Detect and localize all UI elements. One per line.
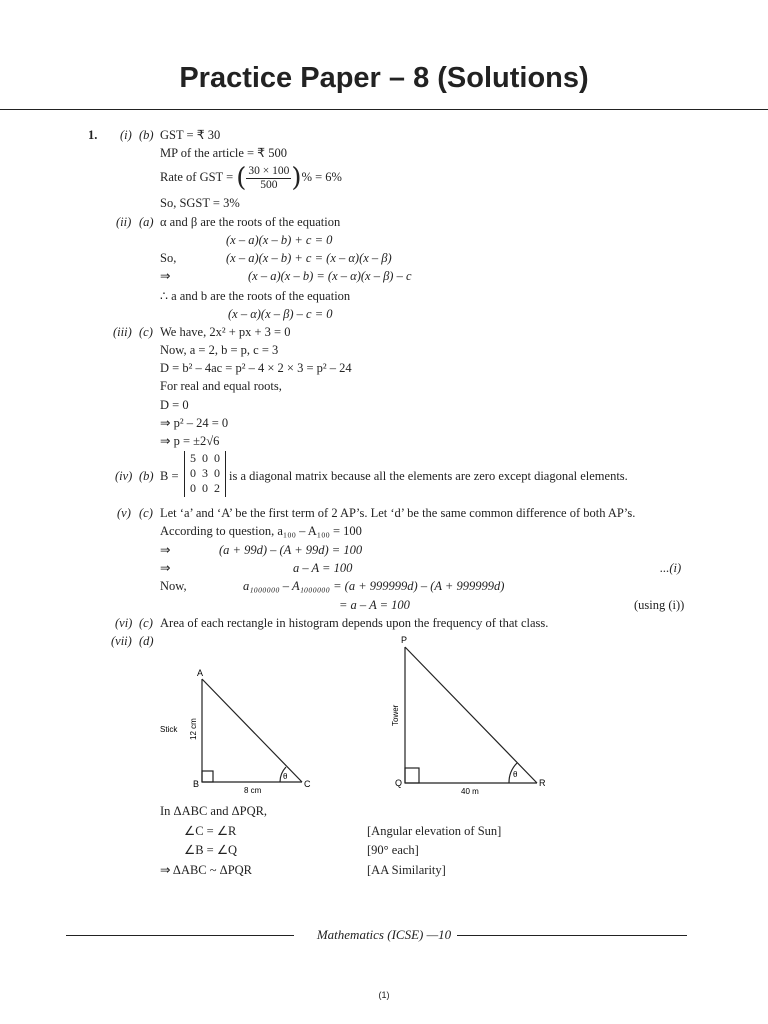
matrix-cell: 2: [214, 481, 220, 495]
vi-text: Area of each rectangle in histogram depends upon the frequency of that class.: [160, 616, 549, 630]
vertex-b: B: [193, 779, 200, 789]
page-title: Practice Paper – 8 (Solutions): [179, 62, 589, 94]
part-ii-answer: (a): [139, 215, 154, 229]
matrix-cell: 0: [214, 451, 220, 465]
matrix-cell: 0: [202, 481, 208, 495]
theta-pqr: θ: [513, 770, 518, 779]
right-angle-marker: [405, 768, 419, 783]
rate-suffix: % = 6%: [301, 170, 342, 184]
ii-eq-1: (x – a)(x – b) + c = 0: [226, 233, 333, 247]
part-iii-label: (iii): [113, 325, 132, 339]
tower-label: Tower: [391, 704, 400, 726]
implies-symbol: ⇒: [160, 561, 171, 575]
part-v-label: (v): [117, 506, 131, 520]
iv-text: is a diagonal matrix because all the elements are zero except diagonal elements.: [229, 469, 628, 483]
part-v-answer: (c): [139, 506, 153, 520]
iii-line-2: Now, a = 2, b = p, c = 3: [160, 343, 279, 357]
part-iv-answer: (b): [139, 469, 154, 483]
ii-line-1: α and β are the roots of the equation: [160, 215, 341, 229]
iii-line-7: ⇒ p = ±2√6: [160, 434, 220, 448]
part-i-answer: (b): [139, 128, 154, 142]
part-iii-answer: (c): [139, 325, 153, 339]
gst-line: GST = ₹ 30: [160, 128, 221, 142]
part-i-label: (i): [120, 128, 132, 142]
rate-numerator: 30 × 100: [248, 164, 290, 177]
vii-b-reason: [90° each]: [367, 843, 419, 857]
v-eq-4: a₁₀₀₀₀₀₀ – A₁₀₀₀₀₀₀ = (a + 999999d) – (A + 999999d): [243, 579, 505, 593]
part-vi-answer: (c): [139, 616, 153, 630]
v-now: Now,: [160, 579, 187, 593]
side-qr-label: 40 m: [461, 787, 479, 796]
v-eq-5: = a – A = 100: [339, 598, 410, 612]
matrix-cell: 0: [202, 451, 208, 465]
iii-line-1: We have, 2x² + px + 3 = 0: [160, 325, 291, 339]
part-ii-label: (ii): [116, 215, 132, 229]
vii-b-eq: ∠B = ∠Q: [184, 843, 238, 857]
rate-denominator: 500: [260, 178, 278, 191]
page-number: (1): [378, 990, 390, 1000]
implies-symbol: ⇒: [160, 543, 171, 557]
iv-b-eq: B =: [160, 469, 179, 483]
iii-line-6: ⇒ p² – 24 = 0: [160, 416, 229, 430]
right-angle-marker: [202, 771, 213, 782]
iii-line-5: D = 0: [160, 398, 189, 412]
v-line-1: Let ‘a’ and ‘A’ be the first term of 2 AP’s. Let ‘d’ be the same common difference of both AP’s.: [160, 506, 636, 520]
side-bc-label: 8 cm: [244, 786, 262, 795]
footer-text: Mathematics (ICSE) —10: [316, 927, 452, 942]
implies-symbol: ⇒: [160, 269, 171, 283]
vertex-r: R: [539, 778, 546, 788]
part-iv-label: (iv): [115, 469, 133, 483]
vertex-q: Q: [395, 778, 403, 788]
ii-eq-2: (x – a)(x – b) + c = (x – α)(x – β): [226, 251, 392, 265]
stick-label: Stick: [160, 725, 178, 734]
v-eq-2: (a + 99d) – (A + 99d) = 100: [219, 543, 363, 557]
theta-abc: θ: [283, 772, 288, 781]
matrix-cell: 0: [214, 466, 220, 480]
mp-line: MP of the article = ₹ 500: [160, 146, 288, 160]
part-vii-label: (vii): [111, 634, 132, 648]
equation-tag-i: ...(i): [660, 561, 682, 575]
matrix-cell: 0: [190, 466, 196, 480]
triangle-pqr: [405, 647, 537, 783]
vertex-p: P: [401, 635, 408, 645]
rate-prefix: Rate of GST =: [160, 170, 234, 184]
vii-c-eq: ∠C = ∠R: [184, 824, 237, 838]
vii-similarity: ⇒ ΔABC ~ ΔPQR: [160, 863, 253, 877]
iii-line-4: For real and equal roots,: [160, 379, 282, 393]
matrix-cell: 5: [190, 451, 196, 465]
question-number: 1.: [88, 128, 98, 142]
vii-c-reason: [Angular elevation of Sun]: [367, 824, 502, 838]
matrix-cell: 0: [190, 481, 196, 495]
vertex-c: C: [304, 779, 311, 789]
side-ab-label: 12 cm: [189, 718, 198, 740]
rate-gst-line: Rate of GST = ( $\frac{30 \times 100}{500}$ )% = 6%: [160, 163, 342, 194]
ii-eq-4: (x – α)(x – β) – c = 0: [228, 307, 333, 321]
vertex-a: A: [197, 668, 204, 678]
v-line-2: According to question, a₁₀₀ – A₁₀₀ = 100: [160, 524, 362, 538]
part-vii-answer: (d): [139, 634, 154, 648]
ii-so: So,: [160, 251, 177, 265]
ii-line-2: ∴ a and b are the roots of the equation: [160, 289, 351, 303]
sgst-line: So, SGST = 3%: [160, 196, 240, 210]
v-using: (using (i)): [634, 598, 685, 612]
vii-line-1: In ΔABC and ΔPQR,: [160, 804, 268, 818]
vii-similarity-reason: [AA Similarity]: [367, 863, 446, 877]
triangle-abc: [202, 679, 302, 782]
part-vi-label: (vi): [115, 616, 133, 630]
ii-eq-3: (x – a)(x – b) = (x – α)(x – β) – c: [248, 269, 412, 283]
v-eq-3: a – A = 100: [293, 561, 353, 575]
iii-line-3: D = b² – 4ac = p² – 4 × 2 × 3 = p² – 24: [160, 361, 352, 375]
matrix-cell: 3: [202, 466, 208, 480]
